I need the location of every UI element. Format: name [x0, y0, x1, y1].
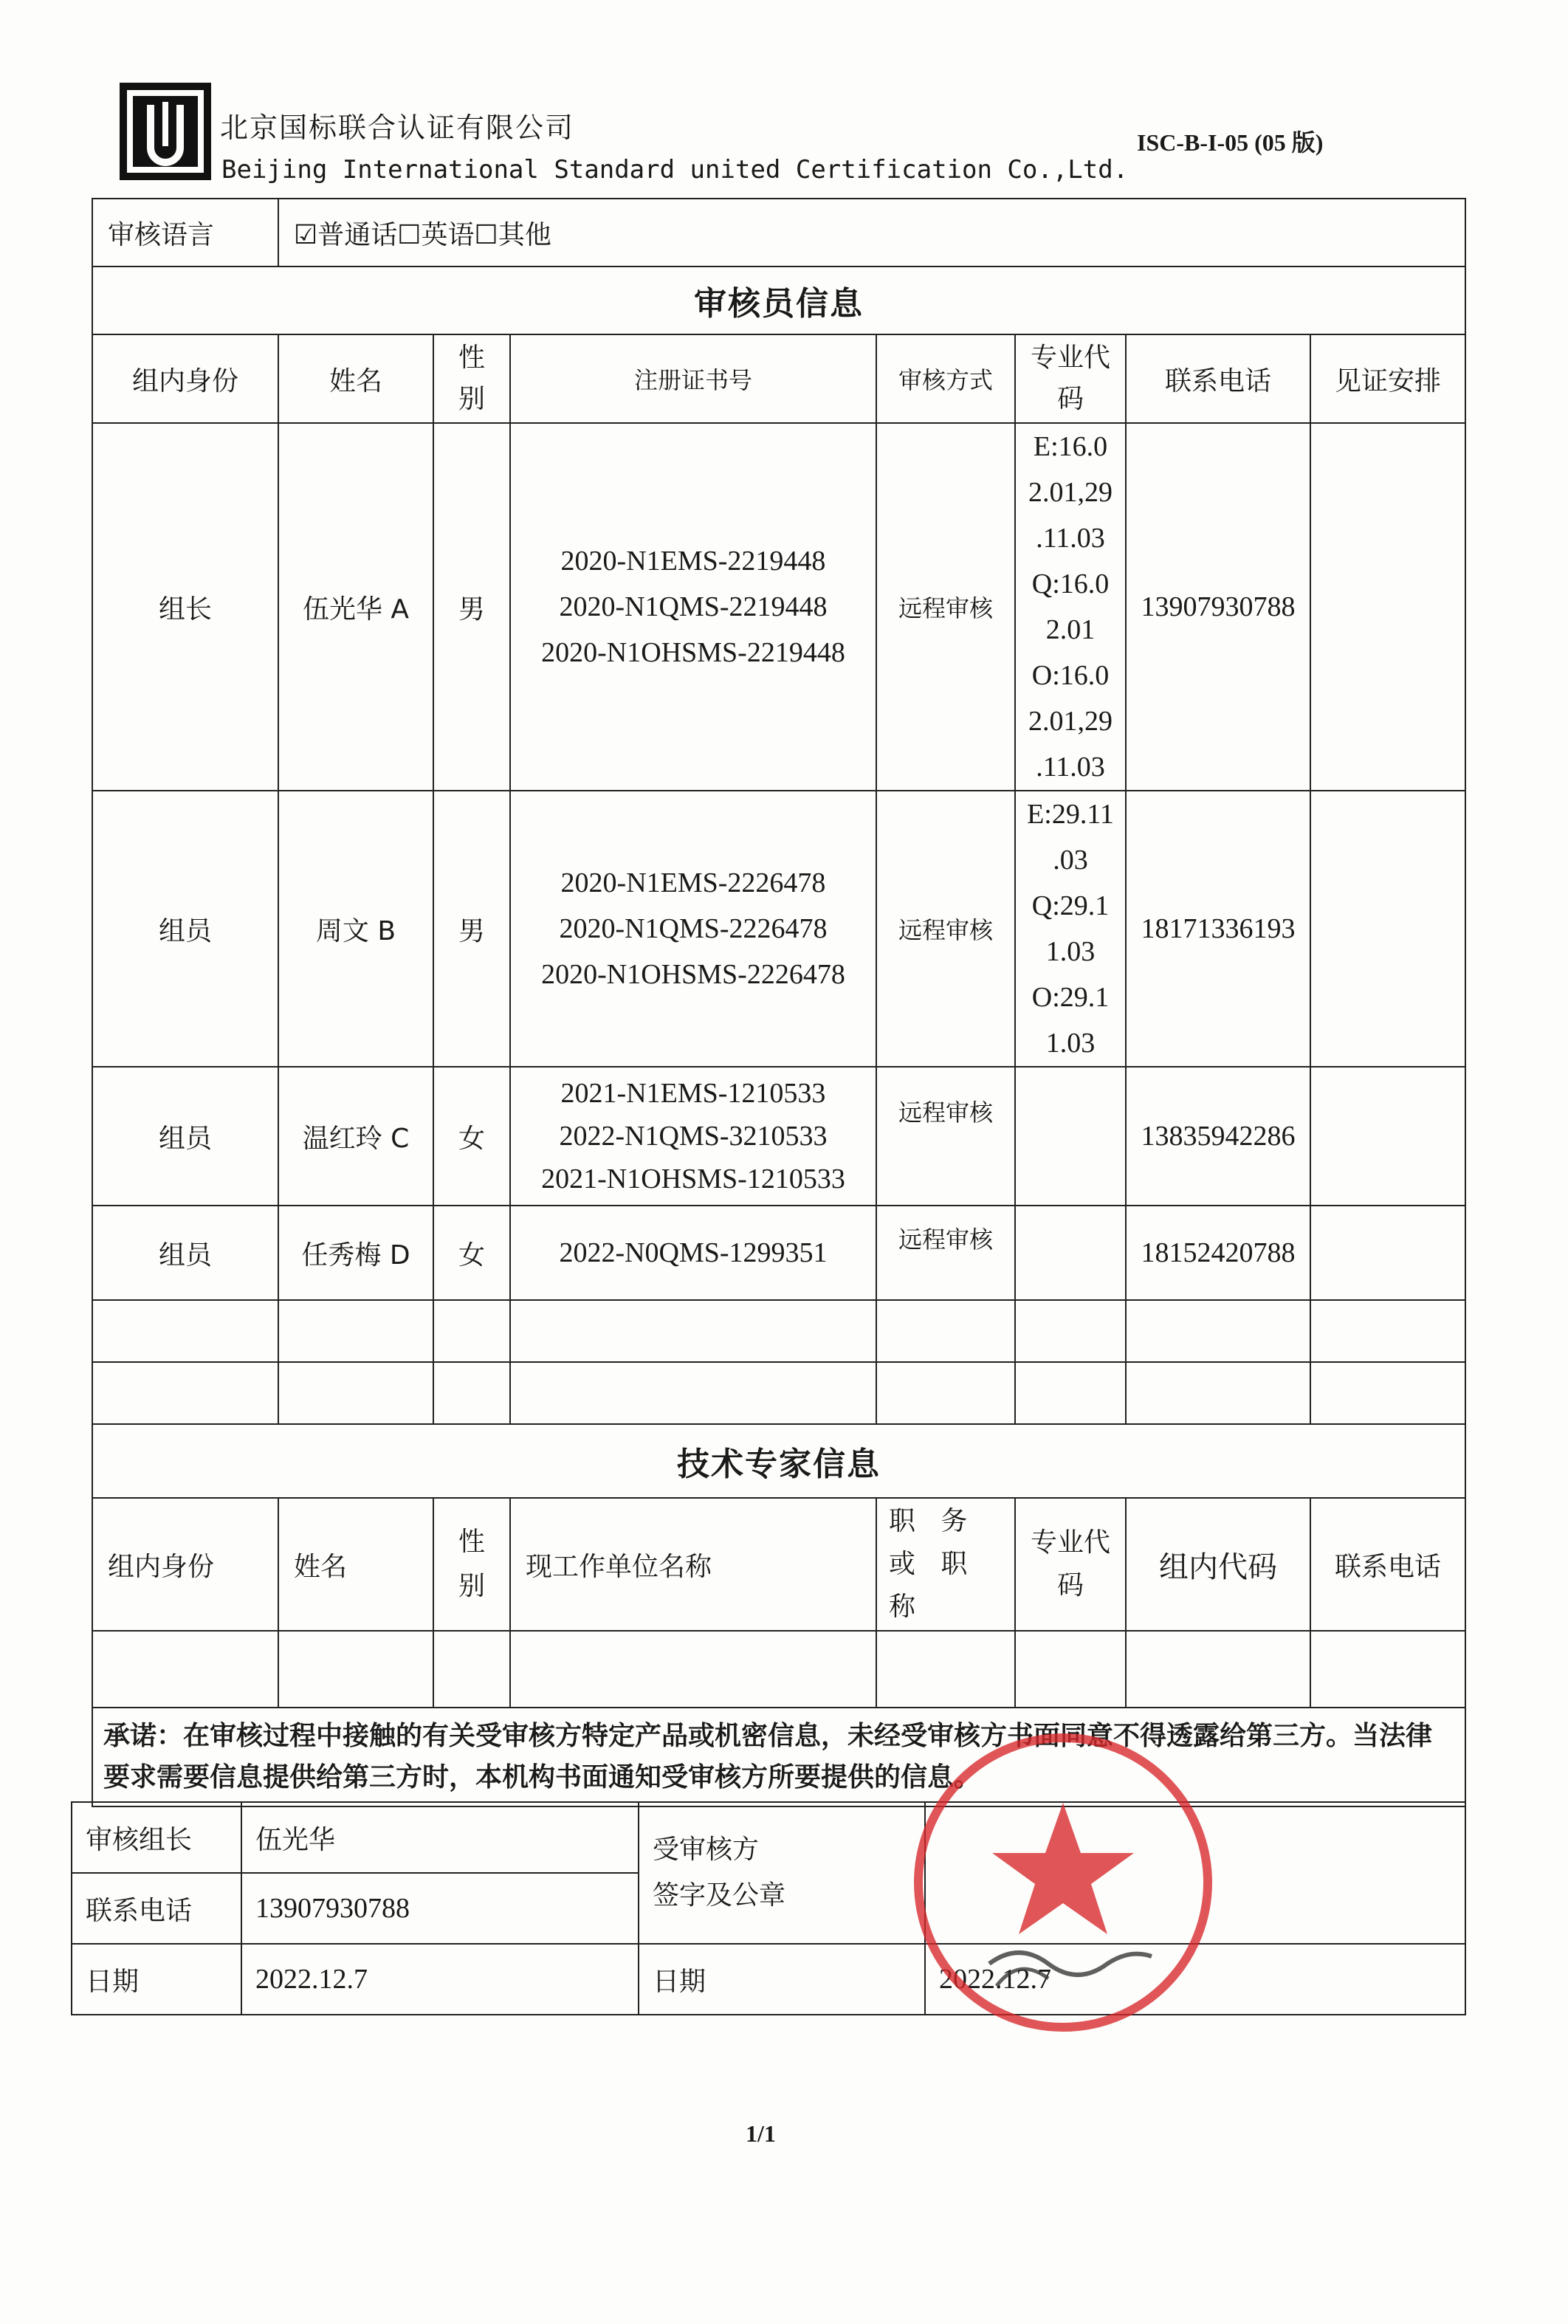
- date-label: 日期: [72, 1944, 241, 2015]
- code-line: .11.03: [1036, 523, 1105, 554]
- phone: 18152420788: [1126, 1206, 1310, 1300]
- witness: [1310, 1206, 1465, 1300]
- col-header: 专业代码: [1015, 334, 1126, 423]
- phone-label: 联系电话: [72, 1873, 241, 1944]
- gender-header-1: 性: [458, 1527, 485, 1557]
- title-header-1: 职 务: [889, 1506, 968, 1536]
- col-header: 组内代码: [1126, 1498, 1310, 1631]
- cert: 2020-N1EMS-2226478: [560, 867, 826, 898]
- role: 组员: [92, 1067, 278, 1206]
- language-row: [92, 199, 1465, 267]
- auditee-date-label: 日期: [639, 1944, 925, 2015]
- gender: 男: [433, 791, 510, 1067]
- code-line: Q:16.0: [1031, 568, 1110, 599]
- empty-row: [92, 1362, 1465, 1424]
- col-header: [433, 334, 510, 423]
- empty-row: [92, 1631, 1465, 1708]
- method: 远程审核: [876, 1067, 1015, 1206]
- col-header: 组内身份: [92, 1498, 278, 1631]
- code-line: 1.03: [1045, 1028, 1096, 1059]
- name: 任秀梅 D: [278, 1206, 433, 1300]
- code-line: 1.03: [1045, 936, 1096, 967]
- cert: 2022-N1QMS-3210533: [559, 1121, 828, 1152]
- auditee-date-value: 2022.12.7: [925, 1944, 1465, 2015]
- specialty-code: [1015, 1206, 1126, 1300]
- col-header: 姓名: [278, 334, 433, 423]
- auditor-section-title: 审核员信息: [92, 267, 1465, 334]
- company-name-en: Beijing International Standard united Certification Co.,Ltd.: [221, 155, 1129, 185]
- table-row: [92, 1067, 1465, 1206]
- specialty-code: [1015, 791, 1126, 1067]
- col-header: [1015, 1498, 1126, 1631]
- cert-numbers: [510, 1067, 876, 1206]
- cert: 2022-N0QMS-1299351: [559, 1237, 828, 1268]
- col-header: 注册证书号: [510, 334, 876, 423]
- col-header: [433, 1498, 510, 1631]
- role: 组员: [92, 1206, 278, 1300]
- company-logo-icon: [117, 80, 214, 183]
- code-line: 2.01: [1045, 614, 1096, 645]
- cert-numbers: [510, 423, 876, 791]
- specialty-code: [1015, 1067, 1126, 1206]
- phone: 18171336193: [1126, 791, 1310, 1067]
- method: 远程审核: [876, 1206, 1015, 1300]
- gender: 女: [433, 1067, 510, 1206]
- auditor-header-row: [92, 334, 1465, 423]
- code-line: O:16.0: [1031, 660, 1110, 691]
- table-row: [92, 423, 1465, 791]
- cert: 2020-N1EMS-2219448: [560, 546, 826, 577]
- title-header-3: 称: [889, 1592, 916, 1622]
- table-row: [92, 791, 1465, 1067]
- expert-section-title: 技术专家信息: [92, 1424, 1465, 1498]
- commitment-text: 承诺：在审核过程中接触的有关受审核方特定产品或机密信息，未经受审核方书面同意不得透露给第三方。当法律要求需要信息提供给第三方时，本机构书面通知受审核方所要提供的信息。: [92, 1708, 1465, 1806]
- leader-value: 伍光华: [241, 1802, 639, 1873]
- col-header: 组内身份: [92, 334, 278, 423]
- expert-header-row: [92, 1498, 1465, 1631]
- col-header: 姓名: [278, 1498, 433, 1631]
- witness: [1310, 791, 1465, 1067]
- code-line: E:29.11: [1027, 799, 1114, 830]
- cert-numbers: [510, 791, 876, 1067]
- code-header-2: 码: [1056, 1570, 1084, 1601]
- phone-value: 13907930788: [241, 1873, 639, 1944]
- page-number: 1/1: [746, 2120, 776, 2147]
- company-seal-icon: [901, 1720, 1225, 2045]
- name: 伍光华 A: [278, 423, 433, 791]
- empty-row: [92, 1300, 1465, 1362]
- code-header-1: 专业代: [1030, 1527, 1110, 1558]
- form-code: ISC-B-I-05 (05 版): [1137, 129, 1324, 156]
- col-header: 现工作单位名称: [510, 1498, 876, 1631]
- witness: [1310, 423, 1465, 791]
- code-line: 2.01,29: [1028, 706, 1113, 737]
- auditee-label-1: 受审核方: [653, 1835, 760, 1865]
- code-line: Q:29.1: [1031, 890, 1110, 921]
- code-line: 2.01,29: [1028, 477, 1113, 508]
- language-options: ☑普通话☐英语☐其他: [278, 199, 1465, 267]
- col-header: [876, 1498, 1015, 1631]
- title-header-2: 或 职: [889, 1549, 968, 1579]
- name: 周文 B: [278, 791, 433, 1067]
- gender: 女: [433, 1206, 510, 1300]
- cert: 2021-N1OHSMS-1210533: [541, 1163, 845, 1194]
- code-line: E:16.0: [1033, 431, 1108, 462]
- code-line: O:29.1: [1031, 982, 1110, 1013]
- company-name-cn: 北京国标联合认证有限公司: [220, 111, 575, 144]
- gender: 男: [433, 423, 510, 791]
- gender-header-2: 别: [458, 384, 485, 414]
- phone: 13835942286: [1126, 1067, 1310, 1206]
- role: 组长: [92, 423, 278, 791]
- cert-numbers: [510, 1206, 876, 1300]
- col-header: 联系电话: [1310, 1498, 1465, 1631]
- code-line: .11.03: [1036, 752, 1105, 783]
- specialty-code: [1015, 423, 1126, 791]
- code-line: .03: [1053, 845, 1088, 876]
- role: 组员: [92, 791, 278, 1067]
- leader-label: 审核组长: [72, 1802, 241, 1873]
- col-header: 见证安排: [1310, 334, 1465, 423]
- name: 温红玲 C: [278, 1067, 433, 1206]
- method: 远程审核: [876, 791, 1015, 1067]
- phone: 13907930788: [1126, 423, 1310, 791]
- cert: 2020-N1OHSMS-2226478: [541, 959, 845, 990]
- col-header: 联系电话: [1126, 334, 1310, 423]
- gender-header-1: 性: [458, 343, 485, 373]
- auditee-label-2: 签字及公章: [653, 1880, 786, 1911]
- date-value: 2022.12.7: [241, 1944, 639, 2015]
- auditee-label: [639, 1802, 925, 1944]
- cert: 2020-N1QMS-2219448: [559, 591, 828, 622]
- table-row: [92, 1206, 1465, 1300]
- gender-header-2: 别: [458, 1571, 485, 1601]
- cert: 2020-N1OHSMS-2219448: [541, 637, 845, 668]
- method: 远程审核: [876, 423, 1015, 791]
- audit-team-table: [92, 198, 1466, 1807]
- cert: 2020-N1QMS-2226478: [559, 913, 828, 944]
- witness: [1310, 1067, 1465, 1206]
- cert: 2021-N1EMS-1210533: [560, 1078, 826, 1109]
- col-header: 审核方式: [876, 334, 1015, 423]
- signature-table: [71, 1801, 1466, 2015]
- language-label: 审核语言: [92, 199, 278, 267]
